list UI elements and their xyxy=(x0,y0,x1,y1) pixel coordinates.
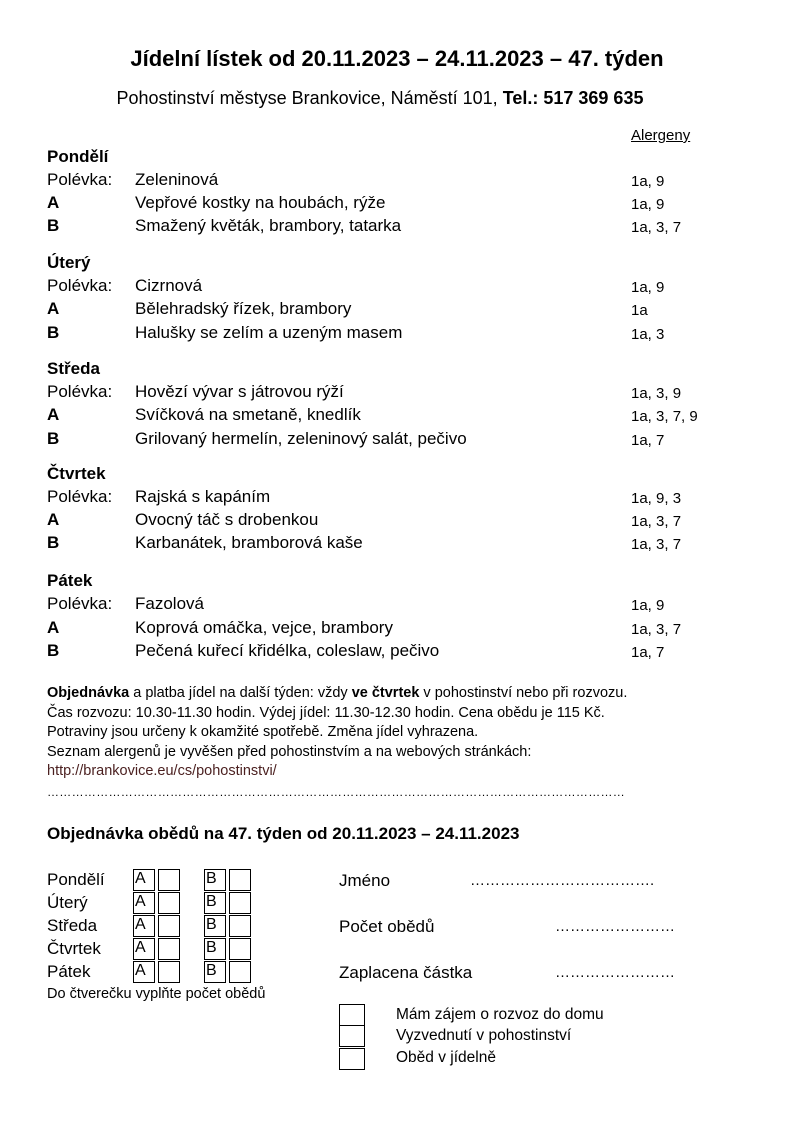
menu-row xyxy=(47,510,747,533)
meal-allergens: 1a, 7 xyxy=(631,644,665,661)
row-label: A xyxy=(47,193,60,212)
row-label: A xyxy=(47,510,60,529)
separator-dots: …………………………………………………………………………………………………………………………… xyxy=(47,785,626,799)
meal-name: Grilovaný hermelín, zeleninový salát, pečivo xyxy=(135,429,467,448)
info-order-text1: a platba jídel na další týden: vždy xyxy=(129,685,352,701)
menu-row xyxy=(47,405,747,428)
pickup-checkbox[interactable] xyxy=(339,1025,365,1047)
menu-row xyxy=(47,216,747,239)
meal-name: Rajská s kapáním xyxy=(135,487,271,506)
row-label: A xyxy=(47,405,60,424)
row-label: B xyxy=(47,533,60,552)
info-thursday-bold: ve čtvrtek xyxy=(351,685,420,701)
box-a-label: A xyxy=(133,915,155,937)
day-name: Pátek xyxy=(47,571,93,590)
row-label: Polévka: xyxy=(47,276,113,295)
info-line-allergens: Seznam alergenů je vyvěšen před pohostinstvím a na webových stránkách: xyxy=(47,743,532,760)
order-day-name: Čtvrtek xyxy=(47,939,101,958)
page-subtitle xyxy=(0,88,760,109)
meal-allergens: 1a, 7 xyxy=(631,432,665,449)
delivery-checkbox[interactable] xyxy=(339,1004,365,1026)
info-block xyxy=(47,684,627,782)
menu-row xyxy=(47,299,747,322)
meal-allergens: 1a, 9, 3 xyxy=(631,490,682,507)
meal-name: Bělehradský řízek, brambory xyxy=(135,299,352,318)
meal-allergens: 1a xyxy=(631,302,648,319)
delivery-option-label: Mám zájem o rozvoz do domu xyxy=(396,1006,604,1023)
meal-name: Fazolová xyxy=(135,594,204,613)
meal-allergens: 1a, 9 xyxy=(631,196,665,213)
box-a-label: A xyxy=(133,892,155,914)
grid-note: Do čtverečku vyplňte počet obědů xyxy=(47,986,266,1002)
meal-name: Halušky se zelím a uzeným masem xyxy=(135,323,403,342)
count-label: Počet obědů xyxy=(339,917,435,936)
meal-allergens: 1a, 3, 7, 9 xyxy=(631,408,698,425)
box-b-label: B xyxy=(204,938,226,960)
info-line-food: Potraviny jsou určeny k okamžité spotřebě. Změna jídel vyhrazena. xyxy=(47,724,479,740)
subtitle-place: Pohostinství městyse Brankovice, Náměstí 101, xyxy=(116,88,498,108)
order-day-name: Středa xyxy=(47,916,98,935)
name-field[interactable]: ………………………………. xyxy=(470,872,655,889)
menu-row xyxy=(47,429,747,452)
meal-allergens: 1a, 3, 9 xyxy=(631,385,682,402)
meal-name: Zeleninová xyxy=(135,170,219,189)
day-name: Pondělí xyxy=(47,147,109,166)
box-b-count-input[interactable] xyxy=(229,961,251,983)
menu-row xyxy=(47,382,747,405)
info-line-order xyxy=(47,684,627,704)
pickup-option-label: Vyzvednutí v pohostinství xyxy=(396,1027,572,1044)
order-row-tuesday xyxy=(47,892,307,915)
meal-name: Cizrnová xyxy=(135,276,203,295)
row-label: A xyxy=(47,618,60,637)
box-a-label: A xyxy=(133,869,155,891)
info-order-text2: v pohostinství nebo při rozvozu. xyxy=(419,685,628,701)
paid-field[interactable]: …………………… xyxy=(555,964,675,981)
menu-row xyxy=(47,193,747,216)
name-label: Jméno xyxy=(339,871,391,890)
menu-row xyxy=(47,323,747,346)
order-row-wednesday xyxy=(47,915,307,938)
box-b-label: B xyxy=(204,961,226,983)
info-link[interactable]: http://brankovice.eu/cs/pohostinstvi/ xyxy=(47,763,277,779)
box-a-count-input[interactable] xyxy=(158,961,180,983)
menu-row xyxy=(47,170,747,193)
meal-allergens: 1a, 3, 7 xyxy=(631,621,682,638)
meal-allergens: 1a, 9 xyxy=(631,173,665,190)
meal-name: Vepřové kostky na houbách, rýže xyxy=(135,193,386,212)
meal-name: Pečená kuřecí křidélka, coleslaw, pečivo xyxy=(135,641,440,660)
meal-name: Ovocný táč s drobenkou xyxy=(135,510,319,529)
count-field[interactable]: …………………… xyxy=(555,918,675,935)
row-label: B xyxy=(47,429,60,448)
box-a-count-input[interactable] xyxy=(158,915,180,937)
page-title: Jídelní lístek od 20.11.2023 – 24.11.2023 – 47. týden xyxy=(130,46,664,71)
order-day-name: Pondělí xyxy=(47,870,105,889)
box-a-count-input[interactable] xyxy=(158,892,180,914)
menu-row xyxy=(47,618,747,641)
row-label: Polévka: xyxy=(47,594,113,613)
menu-row xyxy=(47,276,747,299)
box-a-count-input[interactable] xyxy=(158,869,180,891)
row-label: B xyxy=(47,641,60,660)
box-b-label: B xyxy=(204,915,226,937)
menu-row xyxy=(47,641,747,664)
menu-row xyxy=(47,533,747,556)
meal-allergens: 1a, 3, 7 xyxy=(631,513,682,530)
meal-allergens: 1a, 3 xyxy=(631,326,665,343)
box-b-count-input[interactable] xyxy=(229,915,251,937)
day-name: Čtvrtek xyxy=(47,464,106,483)
box-b-label: B xyxy=(204,892,226,914)
row-label: Polévka: xyxy=(47,170,113,189)
dine-in-checkbox[interactable] xyxy=(339,1048,365,1070)
order-day-name: Úterý xyxy=(47,893,88,912)
box-a-count-input[interactable] xyxy=(158,938,180,960)
order-title: Objednávka obědů na 47. týden od 20.11.2023 – 24.11.2023 xyxy=(47,824,520,843)
meal-allergens: 1a, 9 xyxy=(631,279,665,296)
meal-name: Svíčková na smetaně, knedlík xyxy=(135,405,361,424)
menu-row xyxy=(47,487,747,510)
meal-allergens: 1a, 3, 7 xyxy=(631,219,682,236)
info-line-times: Čas rozvozu: 10.30-11.30 hodin. Výdej jídel: 11.30-12.30 hodin. Cena obědu je 115 Kč. xyxy=(47,704,605,721)
box-b-count-input[interactable] xyxy=(229,869,251,891)
subtitle-phone: Tel.: 517 369 635 xyxy=(502,88,644,108)
box-b-count-input[interactable] xyxy=(229,892,251,914)
row-label: A xyxy=(47,299,60,318)
row-label: Polévka: xyxy=(47,487,113,506)
box-a-label: A xyxy=(133,961,155,983)
box-a-label: A xyxy=(133,938,155,960)
day-name: Úterý xyxy=(47,253,91,272)
order-day-name: Pátek xyxy=(47,962,91,981)
paid-label: Zaplacena částka xyxy=(339,963,473,982)
dine-in-option-label: Oběd v jídelně xyxy=(396,1049,496,1066)
allergens-header: Alergeny xyxy=(631,127,691,144)
meal-allergens: 1a, 3, 7 xyxy=(631,536,682,553)
box-b-count-input[interactable] xyxy=(229,938,251,960)
meal-name: Hovězí vývar s játrovou rýží xyxy=(135,382,344,401)
info-order-bold: Objednávka xyxy=(47,685,130,701)
row-label: B xyxy=(47,216,60,235)
order-row-monday xyxy=(47,869,307,892)
meal-name: Smažený květák, brambory, tatarka xyxy=(135,216,402,235)
meal-name: Karbanátek, bramborová kaše xyxy=(135,533,363,552)
day-name: Středa xyxy=(47,359,100,378)
order-row-friday xyxy=(47,961,307,984)
order-row-thursday xyxy=(47,938,307,961)
meal-name: Koprová omáčka, vejce, brambory xyxy=(135,618,393,637)
menu-row xyxy=(47,594,747,617)
meal-allergens: 1a, 9 xyxy=(631,597,665,614)
row-label: B xyxy=(47,323,60,342)
row-label: Polévka: xyxy=(47,382,113,401)
box-b-label: B xyxy=(204,869,226,891)
